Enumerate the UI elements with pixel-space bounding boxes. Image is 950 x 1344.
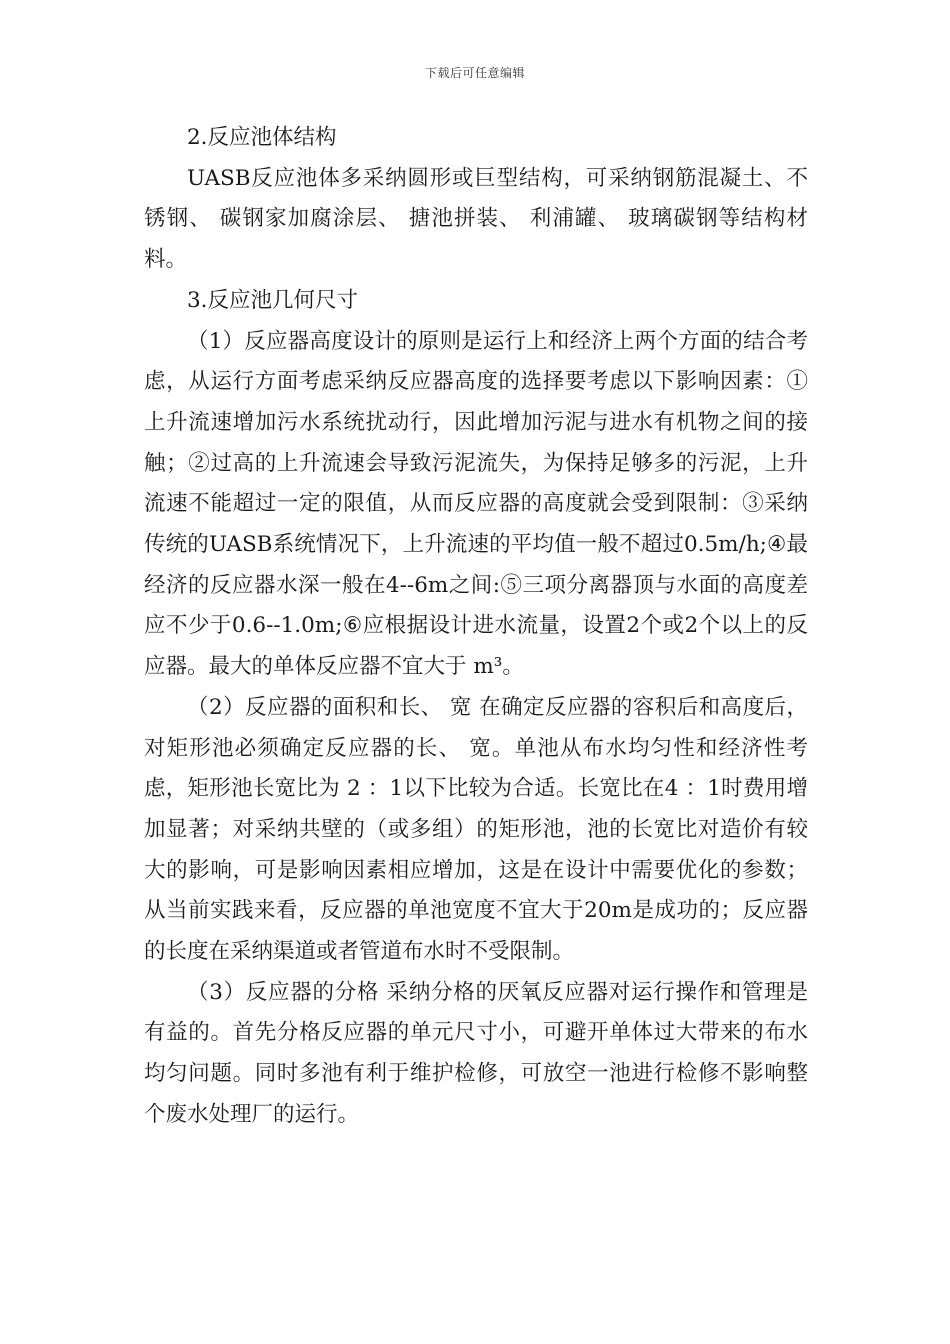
section-heading-structure: 2.反应池体结构: [187, 125, 337, 150]
section-heading-geometry: 3.反应池几何尺寸: [187, 287, 359, 313]
paragraph-structure-materials: UASB反应池体多采纳圆形或巨型结构，可采纳钢筋混凝土、不锈钢、 碳钢家加腐涂层、 搪池拼装、 利浦罐、 玻璃碳钢等结构材料。: [144, 165, 808, 273]
page-header-note: 下载后可任意编辑: [424, 66, 525, 80]
paragraph-reactor-height: （1）反应器高度设计的原则是运行上和经济上两个方面的结合考虑，从运行方面考虑采纳反应器高度的选择要考虑以下影响因素：①上升流速增加污水系统扰动行，因此增加污泥与进水有机物之间的接触；②过高的上升流速会导致污泥流失，为保持足够多的污泥，上升流速不能超过一定的限值，从而反应器的高度就会受到限制：③采纳传统的UASB系统情况下，上升流速的平均值一般不超过0.5m/h;④最经济的反应器水深一般在4--6m之间:⑤三项分离器顶与水面的高度差应不少于0.6--1.0m;⑥应根据设计进水流量，设置2个或2个以上的反应器。最大的单体反应器不宜大于 m³。: [144, 328, 808, 680]
paragraph-reactor-area: （2）反应器的面积和长、 宽 在确定反应器的容积后和高度后，对矩形池必须确定反应器的长、 宽。单池从布水均匀性和经济性考虑，矩形池长宽比为 2 ：1以下比较为合适。长宽比在4 ：1时费用增加显著；对采纳共壁的（或多组）的矩形池，池的长宽比对造价有较大的影响，可是影响因素相应增加，这是在设计中需要优化的参数；从当前实践来看，反应器的单池宽度不宜大于20m是成功的；反应器的长度在采纳渠道或者管道布水时不受限制。: [144, 694, 808, 965]
document-body: [144, 118, 808, 1136]
paragraph-reactor-partition: （3）反应器的分格 采纳分格的厌氧反应器对运行操作和管理是有益的。首先分格反应器的单元尺寸小，可避开单体过大带来的布水均匀问题。同时多池有利于维护检修，可放空一池进行检修不影响整个废水处理厂的运行。: [144, 979, 808, 1127]
